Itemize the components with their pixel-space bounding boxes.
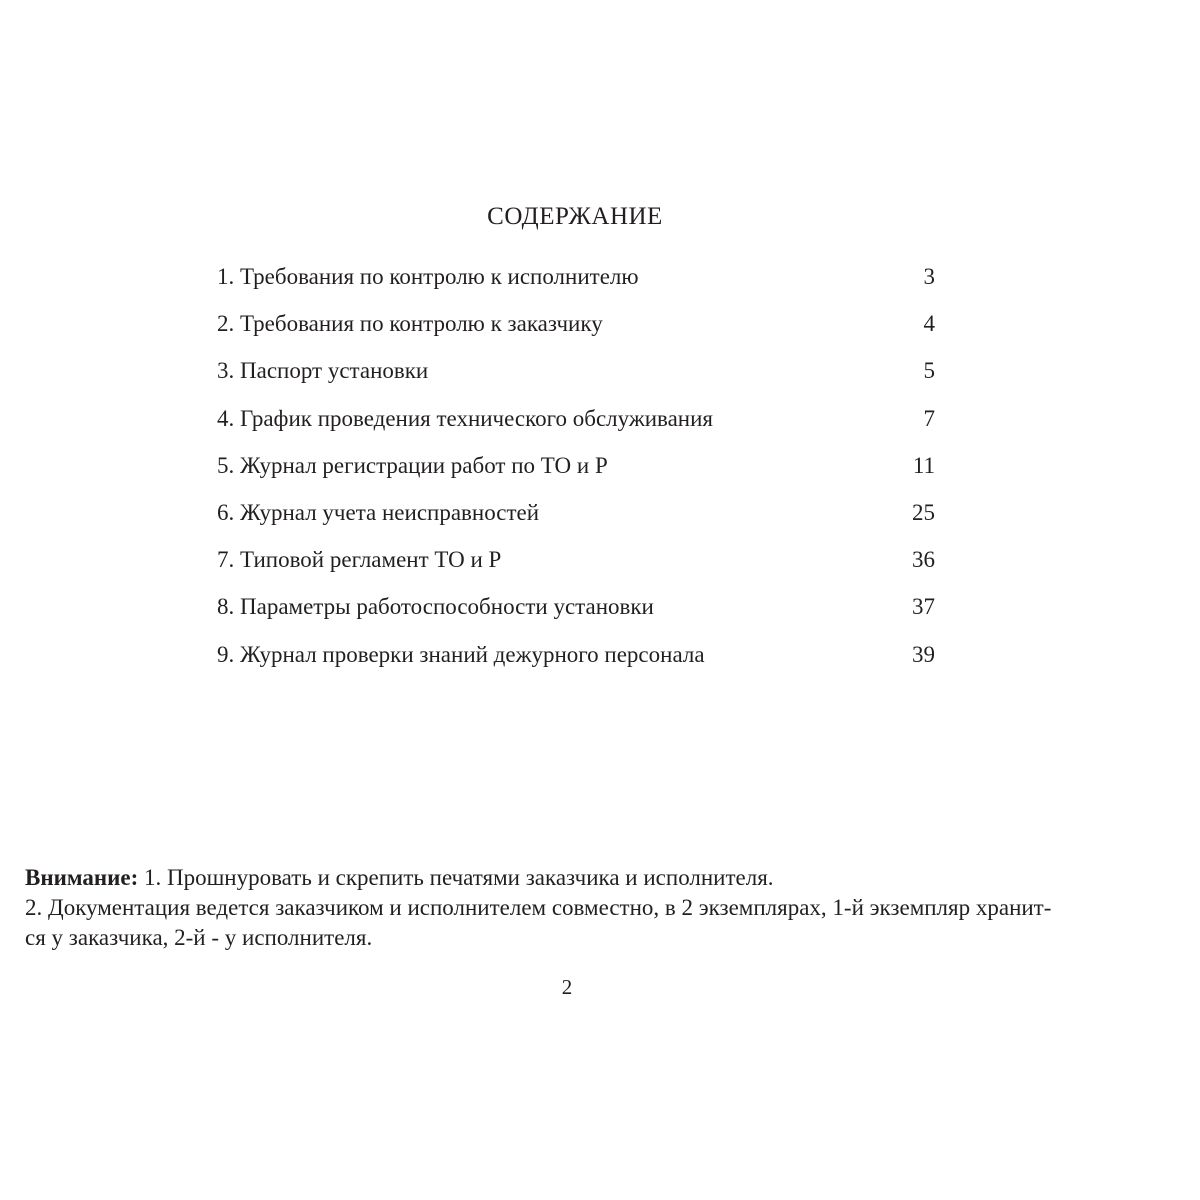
- toc-entry-label: 5. Журнал регистрации работ по ТО и Р: [217, 452, 608, 478]
- toc-entry-page: 37: [912, 594, 935, 620]
- notice-line-1: [25, 863, 1175, 893]
- toc-entry-label: 4. График проведения технического обслуживания: [217, 405, 713, 431]
- toc-entry: [217, 262, 935, 309]
- toc-entry-label: 2. Требования по контролю к заказчику: [217, 311, 603, 337]
- toc-entry: [217, 498, 935, 545]
- notice-item-1: 1. Прошнуровать и скрепить печатями заказчика и исполнителя.: [138, 865, 774, 890]
- page-title: СОДЕРЖАНИЕ: [487, 203, 663, 230]
- toc-entry-page: 39: [912, 641, 935, 667]
- attention-notice: [25, 863, 1175, 953]
- toc-entry-page: 7: [923, 405, 935, 431]
- page-number: 2: [561, 975, 573, 999]
- toc-entry-page: 36: [912, 547, 935, 573]
- notice-line-3: ся у заказчика, 2-й - у исполнителя.: [25, 925, 373, 950]
- toc-entry-label: 9. Журнал проверки знаний дежурного персонала: [217, 641, 705, 667]
- notice-heading: Внимание:: [25, 865, 139, 890]
- table-of-contents: [217, 262, 935, 687]
- toc-entry: [217, 404, 935, 451]
- toc-entry-page: 3: [923, 264, 935, 289]
- toc-entry-label: 7. Типовой регламент ТО и Р: [217, 547, 502, 573]
- toc-entry: [217, 356, 935, 403]
- toc-entry-page: 4: [923, 311, 935, 337]
- toc-entry-page: 25: [912, 499, 935, 525]
- toc-entry: [217, 592, 935, 639]
- toc-entry-label: 3. Паспорт установки: [217, 358, 429, 384]
- toc-entry: [217, 545, 935, 592]
- toc-entry-label: 6. Журнал учета неисправностей: [217, 499, 540, 525]
- toc-entry-page: 5: [923, 358, 935, 384]
- toc-entry: [217, 640, 935, 687]
- toc-entry-label: 1. Требования по контролю к исполнителю: [217, 264, 639, 289]
- toc-entry: [217, 451, 935, 498]
- toc-entry: [217, 309, 935, 356]
- notice-line-2: 2. Документация ведется заказчиком и исполнителем совместно, в 2 экземплярах, 1-й экземпляр хранит-: [25, 895, 1052, 920]
- toc-entry-page: 11: [912, 452, 935, 478]
- toc-entry-label: 8. Параметры работоспособности установки: [217, 594, 654, 620]
